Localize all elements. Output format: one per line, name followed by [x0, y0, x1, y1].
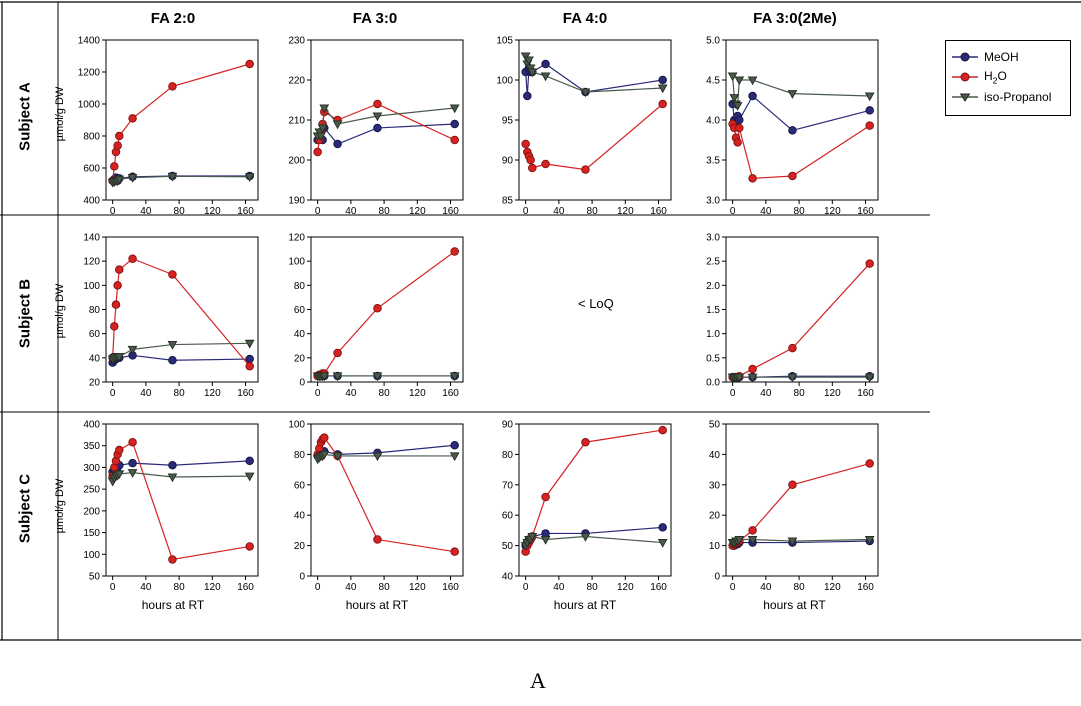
svg-text:0.5: 0.5 [706, 353, 720, 365]
svg-text:1.5: 1.5 [706, 305, 720, 316]
series-h2o [522, 100, 667, 173]
svg-text:350: 350 [83, 441, 100, 453]
column-title-2: FA 4:0 [562, 10, 608, 27]
svg-text:120: 120 [203, 388, 221, 399]
svg-text:100: 100 [288, 256, 305, 268]
svg-text:2.5: 2.5 [706, 256, 720, 268]
svg-text:120: 120 [408, 206, 426, 217]
svg-text:160: 160 [442, 582, 459, 593]
svg-text:40: 40 [501, 571, 513, 583]
svg-text:40: 40 [345, 388, 357, 399]
svg-text:2.0: 2.0 [706, 280, 720, 292]
legend-item-meoh [952, 47, 1062, 67]
svg-text:60: 60 [88, 329, 100, 341]
svg-text:80: 80 [88, 305, 100, 316]
chart-panel-r2c1 [70, 231, 266, 404]
svg-text:80: 80 [378, 206, 390, 217]
series-h2o [109, 60, 254, 184]
series-h2o [729, 120, 874, 182]
series-iso-propanol [314, 105, 459, 140]
svg-text:120: 120 [83, 256, 100, 268]
svg-text:0: 0 [109, 388, 116, 399]
series-iso-propanol [729, 73, 874, 110]
svg-text:0.0: 0.0 [706, 377, 720, 389]
svg-text:160: 160 [650, 582, 667, 593]
row-label-subject-c: Subject C [16, 473, 34, 544]
svg-text:120: 120 [823, 388, 841, 399]
svg-text:70: 70 [501, 480, 513, 492]
series-meoh [522, 60, 667, 100]
figure-caption: A [530, 668, 546, 693]
svg-text:800: 800 [83, 131, 100, 143]
svg-text:300: 300 [83, 462, 100, 474]
svg-text:3.0: 3.0 [706, 195, 720, 207]
svg-text:20: 20 [88, 377, 100, 389]
svg-text:160: 160 [857, 388, 874, 399]
svg-text:80: 80 [173, 388, 185, 399]
svg-text:120: 120 [823, 582, 841, 593]
series-meoh [729, 92, 874, 134]
svg-text:80: 80 [793, 582, 805, 593]
x-axis-label-col-4: hours at RT [763, 598, 826, 612]
x-axis-label-col-2: hours at RT [345, 598, 409, 612]
svg-text:105: 105 [496, 35, 513, 47]
series-meoh [109, 352, 254, 367]
series-h2o [729, 260, 874, 381]
svg-text:210: 210 [288, 115, 305, 127]
chart-panel-r2c2 [275, 231, 471, 404]
svg-text:0: 0 [299, 377, 305, 389]
svg-text:80: 80 [173, 582, 185, 593]
svg-text:60: 60 [293, 305, 305, 316]
svg-text:40: 40 [140, 388, 152, 399]
svg-text:160: 160 [237, 388, 254, 399]
svg-text:40: 40 [760, 206, 772, 217]
svg-text:400: 400 [83, 195, 100, 207]
column-title-0: FA 2:0 [150, 10, 196, 27]
svg-text:120: 120 [203, 206, 221, 217]
svg-text:10: 10 [708, 541, 720, 553]
svg-text:3.0: 3.0 [706, 232, 720, 244]
svg-text:40: 40 [708, 449, 720, 461]
svg-text:120: 120 [408, 582, 426, 593]
svg-text:120: 120 [823, 206, 841, 217]
svg-text:0: 0 [522, 582, 529, 593]
chart-panel-r1c4 [690, 34, 886, 222]
svg-text:40: 40 [88, 353, 100, 365]
svg-text:0: 0 [729, 388, 736, 399]
series-h2o [109, 438, 254, 563]
legend-label-isopropanol: iso-Propanol [984, 90, 1052, 104]
series-h2o [314, 248, 459, 380]
legend-marker-circle-h2o [952, 70, 978, 84]
svg-text:100: 100 [288, 419, 305, 431]
svg-text:160: 160 [442, 206, 459, 217]
svg-text:120: 120 [203, 582, 221, 593]
svg-text:20: 20 [293, 541, 305, 553]
svg-text:20: 20 [293, 353, 305, 365]
svg-text:40: 40 [553, 206, 565, 217]
svg-text:160: 160 [237, 582, 254, 593]
svg-text:400: 400 [83, 419, 100, 431]
svg-text:30: 30 [708, 480, 720, 492]
svg-text:40: 40 [553, 582, 565, 593]
chart-panel-r3c2 [275, 418, 471, 598]
series-h2o [729, 460, 874, 550]
svg-text:80: 80 [586, 206, 598, 217]
svg-text:80: 80 [293, 280, 305, 292]
svg-text:0: 0 [729, 206, 736, 217]
svg-text:60: 60 [501, 510, 513, 522]
chart-panel-r1c1 [70, 34, 266, 222]
svg-text:40: 40 [760, 388, 772, 399]
svg-text:50: 50 [501, 541, 513, 553]
svg-text:3.5: 3.5 [706, 155, 720, 167]
svg-text:100: 100 [83, 549, 100, 561]
x-axis-label-col-3: hours at RT [553, 598, 617, 612]
svg-text:150: 150 [83, 528, 100, 540]
chart-panel-r3c1 [70, 418, 266, 598]
column-title-3: FA 3:0(2Me) [753, 10, 837, 27]
svg-text:50: 50 [708, 419, 720, 431]
svg-text:80: 80 [793, 388, 805, 399]
svg-text:200: 200 [83, 506, 100, 518]
row-label-subject-a: Subject A [16, 82, 34, 151]
svg-text:0: 0 [714, 571, 720, 583]
svg-text:40: 40 [345, 582, 357, 593]
svg-text:40: 40 [293, 510, 305, 522]
svg-text:160: 160 [237, 206, 254, 217]
column-title-1: FA 3:0 [352, 10, 398, 27]
svg-text:0: 0 [314, 582, 321, 593]
svg-text:0: 0 [314, 388, 321, 399]
svg-text:40: 40 [760, 582, 772, 593]
y-axis-label-row-2: µmol/g DW [54, 283, 66, 339]
svg-text:40: 40 [345, 206, 357, 217]
svg-text:140: 140 [83, 232, 100, 244]
svg-text:0: 0 [522, 206, 529, 217]
svg-text:95: 95 [501, 115, 513, 127]
chart-panel-r2c4 [690, 231, 886, 404]
svg-text:160: 160 [650, 206, 667, 217]
svg-text:80: 80 [793, 206, 805, 217]
svg-text:120: 120 [408, 388, 426, 399]
svg-text:120: 120 [616, 582, 634, 593]
svg-text:160: 160 [857, 582, 874, 593]
svg-text:1200: 1200 [77, 67, 100, 79]
svg-text:4.0: 4.0 [706, 115, 720, 127]
svg-text:100: 100 [83, 280, 100, 292]
x-axis-label-col-1: hours at RT [141, 598, 205, 612]
svg-text:40: 40 [293, 329, 305, 341]
svg-text:90: 90 [501, 155, 513, 167]
svg-text:20: 20 [708, 510, 720, 522]
series-iso-propanol [109, 470, 254, 486]
chart-panel-r3c4 [690, 418, 886, 598]
legend-label-meoh: MeOH [984, 50, 1019, 64]
svg-text:120: 120 [288, 232, 305, 244]
svg-text:600: 600 [83, 163, 100, 175]
svg-text:1.0: 1.0 [706, 329, 720, 341]
svg-text:220: 220 [288, 75, 305, 87]
svg-text:40: 40 [140, 582, 152, 593]
y-axis-label-row-3: µmol/g DW [54, 478, 66, 534]
svg-text:250: 250 [83, 484, 100, 496]
svg-text:1400: 1400 [77, 35, 100, 47]
legend-label-h2o: $H_2O$ [984, 68, 1007, 86]
svg-text:80: 80 [173, 206, 185, 217]
legend-marker-triangle-isopropanol [952, 90, 978, 104]
svg-text:80: 80 [378, 582, 390, 593]
svg-text:160: 160 [857, 206, 874, 217]
svg-text:0: 0 [314, 206, 321, 217]
row-label-subject-b: Subject B [16, 278, 34, 349]
svg-text:0: 0 [109, 582, 116, 593]
legend-item-h2o [952, 67, 1062, 87]
svg-text:50: 50 [88, 571, 100, 583]
series-iso-propanol [522, 53, 667, 96]
below-loq-note: < LoQ [578, 296, 614, 311]
svg-text:80: 80 [378, 388, 390, 399]
svg-text:200: 200 [288, 155, 305, 167]
svg-text:100: 100 [496, 75, 513, 87]
svg-text:90: 90 [501, 419, 513, 431]
svg-text:1000: 1000 [77, 99, 100, 111]
svg-text:85: 85 [501, 195, 513, 207]
svg-text:60: 60 [293, 480, 305, 492]
svg-text:160: 160 [442, 388, 459, 399]
chart-panel-r3c3 [483, 418, 679, 598]
y-axis-label-row-1: µmol/g DW [54, 86, 66, 142]
svg-text:80: 80 [293, 449, 305, 461]
svg-text:4.5: 4.5 [706, 75, 720, 87]
legend [945, 40, 1071, 116]
svg-text:190: 190 [288, 195, 305, 207]
svg-text:0: 0 [299, 571, 305, 583]
legend-item-isopropanol [952, 87, 1062, 107]
svg-text:0: 0 [729, 582, 736, 593]
svg-text:5.0: 5.0 [706, 35, 720, 47]
chart-panel-r1c2 [275, 34, 471, 222]
svg-text:0: 0 [109, 206, 116, 217]
svg-text:80: 80 [586, 582, 598, 593]
chart-panel-r1c3 [483, 34, 679, 222]
svg-text:40: 40 [140, 206, 152, 217]
svg-text:80: 80 [501, 449, 513, 461]
svg-text:120: 120 [616, 206, 634, 217]
svg-text:230: 230 [288, 35, 305, 47]
legend-marker-circle-meoh [952, 50, 978, 64]
